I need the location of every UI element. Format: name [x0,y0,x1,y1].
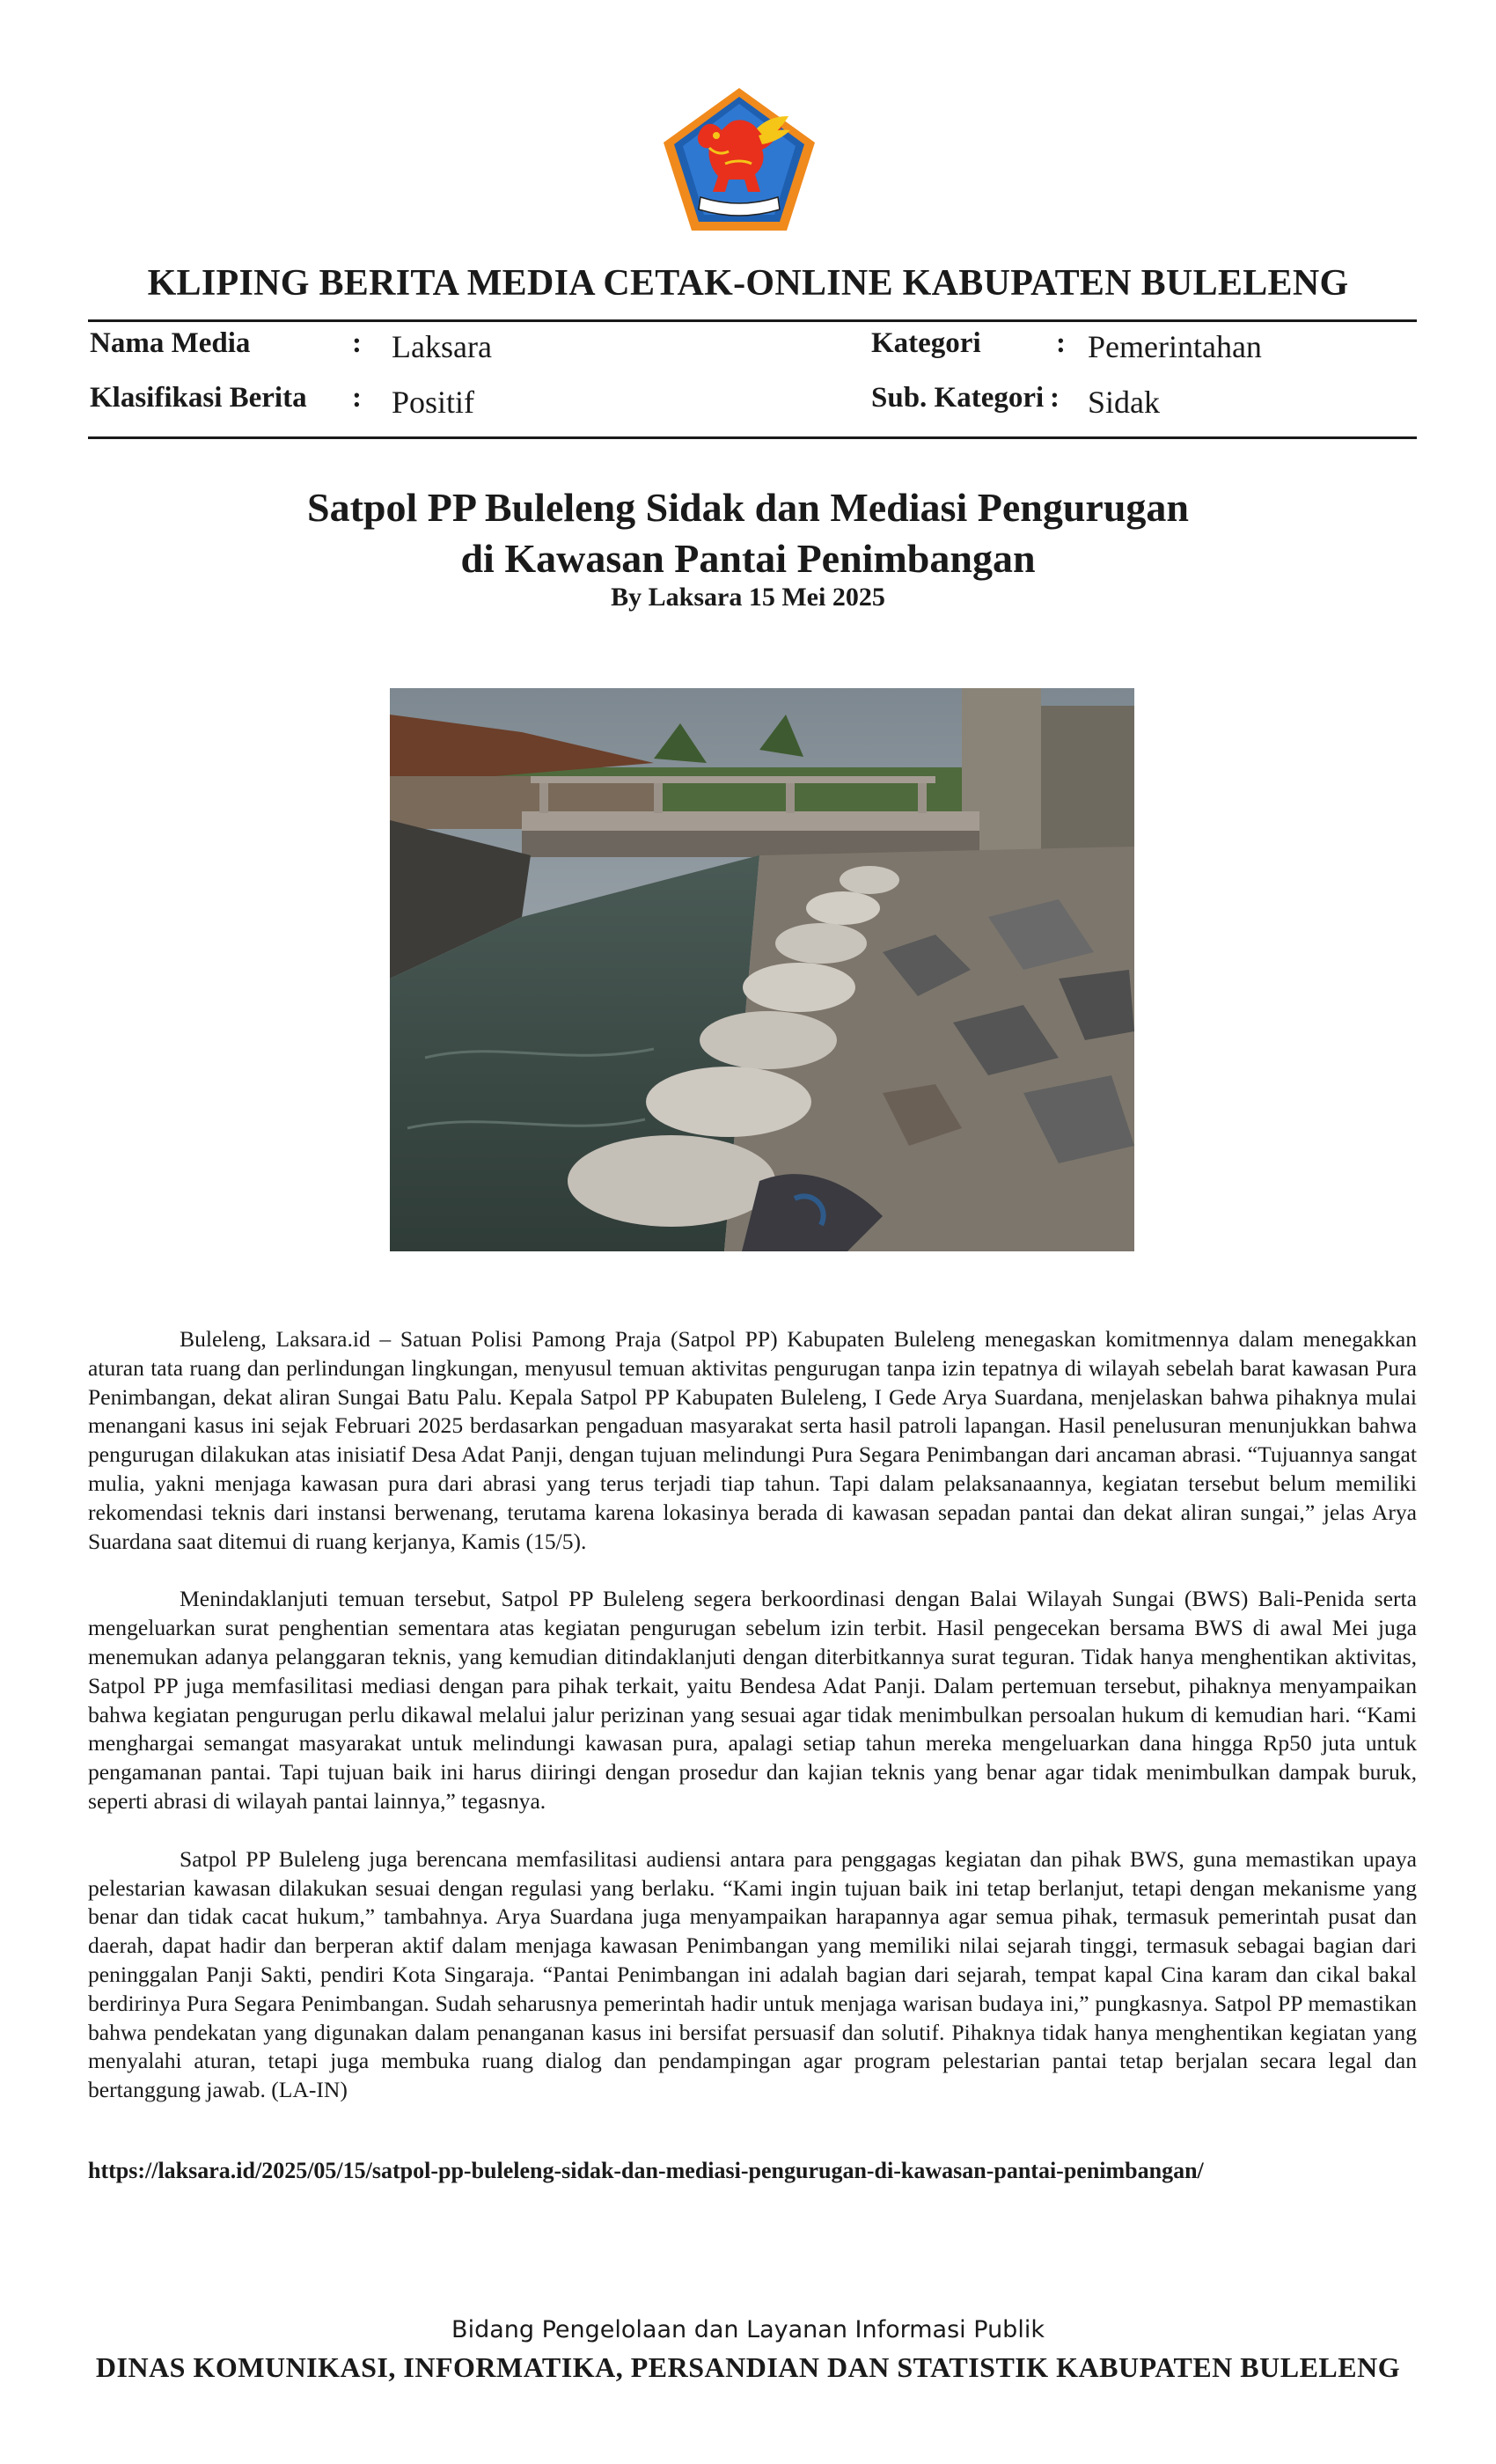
klasifikasi-colon: : [352,382,362,414]
article-title [0,482,1496,584]
klasifikasi-value: Positif [392,385,475,420]
nama-media-label: Nama Media [90,327,251,359]
nama-media-colon: : [352,327,362,359]
river-embankment-photo [390,688,1134,1251]
regency-logo [660,84,818,234]
article-photo [390,688,1134,1251]
article-paragraph-1: Buleleng, Laksara.id – Satuan Polisi Pamong Praja (Satpol PP) Kabupaten Buleleng menegaskan komitmennya dalam menegakkan aturan tata ruang dan perlindungan lingkungan, menyusul temuan aktivitas pengurugan tanpa izin tepatnya di wilayah sebelah barat kawasan Pura Penimbangan, dekat aliran Sungai Batu Palu. Kepala Satpol PP Kabupaten Buleleng, I Gede Arya Suardana, menjelaskan bahwa pihaknya mulai menangani kasus ini sejak Februari 2025 berdasarkan pengaduan masyarakat serta hasil patroli lapangan. Hasil penelusuran menunjukkan bahwa pengurugan dilakukan atas inisiatif Desa Adat Panji, dengan tujuan melindungi Pura Segara Penimbangan dari ancaman abrasi. “Tujuannya sangat mulia, yakni menjaga kawasan pura dari abrasi yang terus terjadi tiap tahun. Tapi dalam pelaksanaannya, kegiatan tersebut belum memiliki rekomendasi teknis dari instansi berwenang, terutama karena lokasinya berada di kawasan sepadan pantai dan dekat aliran sungai,” jelas Arya Suardana saat ditemui di ruang kerjanya, Kamis (15/5). [88,1326,1417,1554]
article-title-line-2: di Kawasan Pantai Penimbangan [460,536,1036,581]
nama-media-value: Laksara [392,329,492,364]
sub-kategori-value: Sidak [1088,385,1161,420]
sub-kategori-label: Sub. Kategori [871,382,1045,414]
klasifikasi-label: Klasifikasi Berita [90,382,307,414]
header-top-divider [88,319,1417,322]
singa-ambara-raja-emblem-icon [660,84,818,234]
clipping-header-title: KLIPING BERITA MEDIA CETAK-ONLINE KABUPATEN BULELENG [147,263,1349,304]
kategori-label: Kategori [871,327,981,359]
sub-kategori-colon: : [1050,382,1060,414]
article-paragraph-2: Menindaklanjuti temuan tersebut, Satpol PP Buleleng segera berkoordinasi dengan Balai Wilayah Sungai (BWS) Bali-Penida serta mengeluarkan surat penghentian sementara atas kegiatan pengurugan sebelum izin terbit. Hasil pengecekan bersama BWS di awal Mei juga menemukan adanya pelanggaran teknis, yang kemudian ditindaklanjuti dengan diterbitkannya surat teguran. Tidak hanya menghentikan aktivitas, Satpol PP juga memfasilitasi mediasi dengan para pihak terkait, yaitu Bendesa Adat Panji. Dalam pertemuan tersebut, pihaknya menyampaikan bahwa kegiatan pengurugan perlu dikawal melalui jalur perizinan yang sesuai agar tidak menimbulkan persoalan hukum di kemudian hari. “Kami menghargai semangat masyarakat untuk melindungi kawasan pura, apalagi setiap tahun mereka mengeluarkan dana hingga Rp50 juta untuk pengamanan pantai. Tapi tujuan baik ini harus diiringi dengan prosedur dan kajian teknis yang benar agar tidak menimbulkan dampak buruk, seperti abrasi di wilayah pantai lainnya,” tegasnya. [88,1586,1417,1814]
header-bottom-divider [88,436,1417,439]
article-body [88,1325,1417,2134]
article-paragraph-3: Satpol PP Buleleng juga berencana memfasilitasi audiensi antara para penggagas kegiatan dan pihak BWS, guna memastikan upaya pelestarian kawasan dilakukan sesuai dengan regulasi yang berlaku. “Kami ingin tujuan baik ini tetap berlanjut, tetapi dengan mekanisme yang benar dan tidak cacat hukum,” tambahnya. Arya Suardana juga menyampaikan harapannya agar semua pihak, termasuk pemerintah pusat dan daerah, dapat hadir dan berperan aktif dalam menjaga kawasan Penimbangan yang memiliki nilai sejarah tinggi, termasuk sebagai bagian dari peninggalan Panji Sakti, pendiri Kota Singaraja. “Pantai Penimbangan ini adalah bagian dari sejarah, tempat kapal Cina karam dan cikal bakal berdirinya Pura Segara Penimbangan. Sudah seharusnya pemerintah hadir untuk menjaga warisan budaya ini,” pungkasnya. Satpol PP memastikan bahwa pendekatan yang digunakan dalam penanganan kasus ini bersifat persuasif dan solutif. Pihaknya tidak hanya menghentikan kegiatan yang menyalahi aturan, tetapi juga membuka ruang dialog dan pendampingan agar program pelestarian pantai tetap berjalan secara legal dan bertanggung jawab. (LA-IN) [88,1845,1417,2103]
article-source-url[interactable]: https://laksara.id/2025/05/15/satpol-pp-buleleng-sidak-dan-mediasi-pengurugan-di-kawasan-pantai-penimbangan/ [88,2158,1204,2183]
article-title-line-1: Satpol PP Buleleng Sidak dan Mediasi Pengurugan [306,485,1189,530]
footer-agency-name: DINAS KOMUNIKASI, INFORMATIKA, PERSANDIAN DAN STATISTIK KABUPATEN BULELENG [95,2351,1401,2383]
kategori-value: Pemerintahan [1088,329,1262,364]
kategori-colon: : [1056,327,1066,359]
footer-division-name: Bidang Pengelolaan dan Layanan Informasi Publik [451,2316,1045,2343]
article-byline: By Laksara 15 Mei 2025 [611,583,885,612]
